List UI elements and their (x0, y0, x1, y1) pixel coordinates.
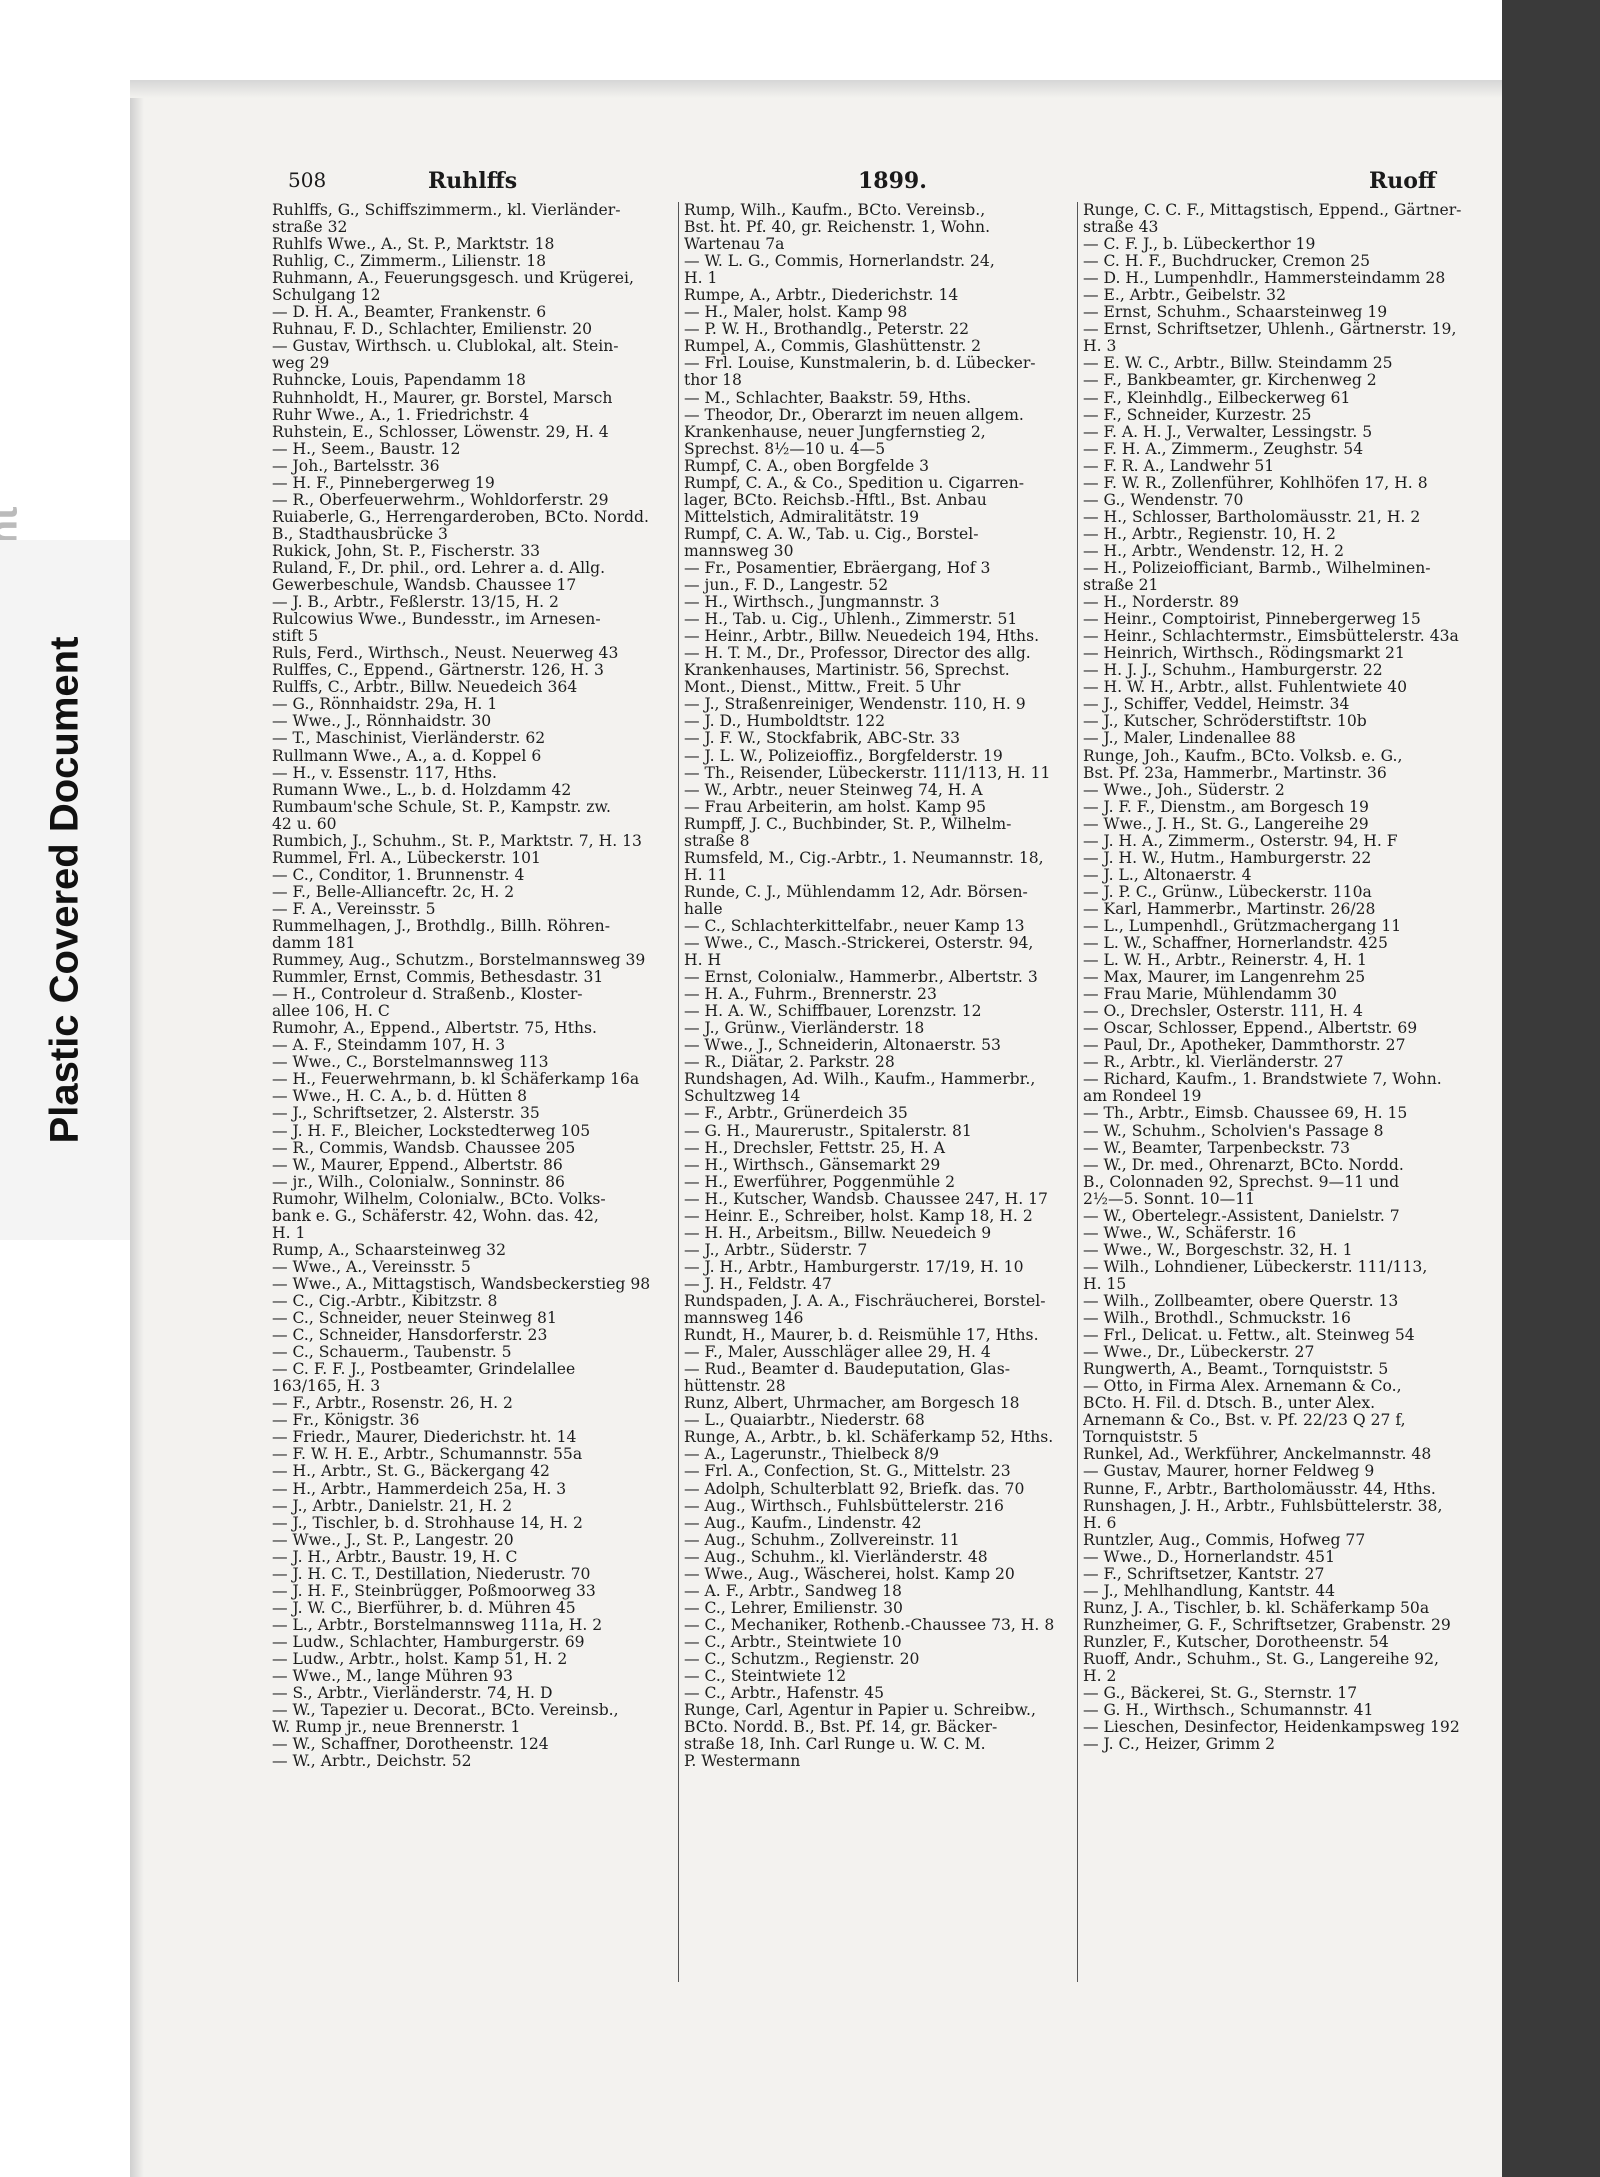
directory-entry-line: Runge, C. C. F., Mittagstisch, Eppend., Gärtner- (1083, 202, 1462, 219)
directory-entry-line: — C., Schneider, Hansdorferstr. 23 (272, 1327, 548, 1345)
directory-entry-line: Rukick, John, St. P., Fischerstr. 33 (272, 542, 541, 560)
directory-entry-line: — Wwe., Aug., Wäscherei, holst. Kamp 20 (684, 1565, 1015, 1583)
directory-entry-line: H. 15 (1083, 1275, 1127, 1293)
directory-entry-line: thor 18 (684, 372, 742, 390)
directory-entry-line: Runne, F., Arbtr., Bartholomäusstr. 44, Hths. (1083, 1480, 1436, 1498)
directory-entry-line: — F., Belle-Allianceftr. 2c, H. 2 (272, 883, 515, 901)
directory-entry-line: Bst. ht. Pf. 40, gr. Reichenstr. 1, Wohn. (684, 219, 991, 237)
directory-entry-line: Rumbich, J., Schuhm., St. P., Marktstr. 7, H. 13 (272, 832, 642, 850)
directory-entry-line: — F., Schriftsetzer, Kantstr. 27 (1083, 1565, 1325, 1583)
directory-entry-line: — Wwe., C., Borstelmannsweg 113 (272, 1054, 549, 1072)
directory-entry-line: — H., Maler, holst. Kamp 98 (684, 304, 908, 322)
directory-entry-line: — W., Schaffner, Dorotheenstr. 124 (272, 1736, 549, 1754)
directory-entry-line: — F., Arbtr., Grünerdeich 35 (684, 1105, 908, 1123)
directory-entry-line: — H., Wirthsch., Jungmannstr. 3 (684, 594, 940, 612)
directory-entry-line: — W., Tapezier u. Decorat., BCto. Vereinsb., (272, 1702, 619, 1720)
directory-entry-line: — J., Grünw., Vierländerstr. 18 (684, 1020, 925, 1038)
directory-entry-line: — J. H., Arbtr., Baustr. 19, H. C (272, 1548, 518, 1566)
directory-entry-line: BCto. H. Fil. d. Dtsch. B., unter Alex. (1083, 1395, 1376, 1413)
side-label: Plastic Covered Document (42, 636, 87, 1144)
directory-entry-line: — J., Straßenreiniger, Wendenstr. 110, H. 9 (684, 696, 1026, 714)
directory-entry-line: — H. A., Fuhrm., Brennerstr. 23 (684, 986, 937, 1004)
directory-entry-line: — Ludw., Arbtr., holst. Kamp 51, H. 2 (272, 1650, 568, 1668)
directory-entry-line: — H., Schlosser, Bartholomäusstr. 21, H. 2 (1083, 508, 1421, 526)
directory-entry-line: — Paul, Dr., Apotheker, Dammthorstr. 27 (1083, 1037, 1406, 1055)
directory-entry-line: Ruiaberle, G., Herrengarderoben, BCto. Nordd. (272, 508, 649, 526)
directory-entry-line: — H., Arbtr., St. G., Bäckergang 42 (272, 1463, 550, 1481)
directory-entry-line: Rumpf, C. A., & Co., Spedition u. Cigarren- (684, 474, 1024, 492)
directory-column-2 (684, 202, 1092, 2052)
directory-entry-line: weg 29 (272, 355, 330, 373)
directory-entry-line: — F. W. H. E., Arbtr., Schumannstr. 55a (272, 1446, 583, 1464)
directory-entry-line: Schultzweg 14 (684, 1088, 801, 1106)
directory-entry-line: stift 5 (272, 628, 319, 646)
dark-background-strip (1502, 0, 1600, 2177)
directory-entry-line: Ruhmann, A., Feuerungsgesch. und Krügerei, (272, 270, 634, 288)
directory-entry-line: — J. D., Humboldtstr. 122 (684, 713, 886, 731)
directory-entry-line: — H., Arbtr., Wendenstr. 12, H. 2 (1083, 542, 1344, 560)
directory-entry-line: — H., Polizeiofficiant, Barmb., Wilhelminen- (1083, 559, 1431, 577)
directory-entry-line: — Wwe., W., Borgeschstr. 32, H. 1 (1083, 1241, 1353, 1259)
directory-entry-line: — C., Schauerm., Taubenstr. 5 (272, 1344, 512, 1362)
directory-entry-line: H. H (684, 952, 722, 970)
directory-entry-line: — E. W. C., Arbtr., Billw. Steindamm 25 (1083, 355, 1393, 373)
directory-entry-line: Ruhstein, E., Schlosser, Löwenstr. 29, H. 4 (272, 423, 609, 441)
directory-entry-line: Mont., Dienst., Mittw., Freit. 5 Uhr (684, 679, 961, 697)
directory-entry-line: — H., Norderstr. 89 (1083, 594, 1239, 612)
directory-entry-line: — L. W., Schaffner, Hornerlandstr. 425 (1083, 935, 1388, 953)
directory-entry-line: Rump, A., Schaarsteinweg 32 (272, 1241, 506, 1259)
directory-entry-line: — W., Maurer, Eppend., Albertstr. 86 (272, 1156, 563, 1174)
directory-entry-line: — J., Arbtr., Süderstr. 7 (684, 1241, 868, 1259)
directory-entry-line: B., Stadthausbrücke 3 (272, 525, 448, 543)
directory-entry-line: Ruoff, Andr., Schuhm., St. G., Langereihe 92, (1083, 1650, 1439, 1668)
directory-entry-line: — Wwe., M., lange Mühren 93 (272, 1668, 513, 1686)
directory-entry-line: — Wwe., W., Schäferstr. 16 (1083, 1224, 1297, 1242)
directory-entry-line: — C. F. J., b. Lübeckerthor 19 (1083, 236, 1316, 254)
directory-entry-line: — F., Arbtr., Rosenstr. 26, H. 2 (272, 1395, 513, 1413)
directory-entry-line: — G. H., Wirthsch., Schumannstr. 41 (1083, 1702, 1374, 1720)
directory-entry-line: — Joh., Bartelsstr. 36 (272, 457, 440, 475)
directory-entry-line: Runkel, Ad., Werkführer, Anckelmannstr. 48 (1083, 1446, 1432, 1464)
directory-entry-line: — C. H. F., Buchdrucker, Cremon 25 (1083, 253, 1371, 271)
directory-entry-line: — C., Lehrer, Emilienstr. 30 (684, 1599, 903, 1617)
directory-entry-line: mannsweg 146 (684, 1310, 804, 1328)
directory-entry-line: Ruhlffs, G., Schiffszimmerm., kl. Vierländer- (272, 202, 621, 219)
directory-entry-line: — H., Kutscher, Wandsb. Chaussee 247, H. 17 (684, 1190, 1048, 1208)
directory-entry-line: W. Rump jr., neue Brennerstr. 1 (272, 1719, 521, 1737)
directory-entry-line: damm 181 (272, 935, 356, 953)
directory-entry-line: bank e. G., Schäferstr. 42, Wohn. das. 42, (272, 1207, 599, 1225)
directory-entry-line: Runzler, F., Kutscher, Dorotheenstr. 54 (1083, 1633, 1389, 1651)
directory-entry-line: — Oscar, Schlosser, Eppend., Albertstr. 69 (1083, 1020, 1418, 1038)
directory-entry-line: hüttenstr. 28 (684, 1378, 786, 1396)
directory-entry-line: straße 8 (684, 832, 750, 850)
directory-entry-line: — Heinr., Schlachtermstr., Eimsbüttelerstr. 43a (1083, 628, 1459, 646)
page-number: 508 (288, 168, 327, 192)
directory-entry-line: Rulffs, C., Arbtr., Billw. Neuedeich 364 (272, 679, 578, 697)
directory-entry-line: — Wwe., D., Hornerlandstr. 451 (1083, 1548, 1336, 1566)
directory-entry-line: — O., Drechsler, Osterstr. 111, H. 4 (1083, 1003, 1363, 1021)
directory-entry-line: — P. W. H., Brothandlg., Peterstr. 22 (684, 321, 969, 339)
directory-entry-line: — Aug., Wirthsch., Fuhlsbüttelerstr. 216 (684, 1497, 1004, 1515)
directory-entry-line: Runzheimer, G. F., Schriftsetzer, Grabenstr. 29 (1083, 1616, 1451, 1634)
directory-entry-line: — Frl. Louise, Kunstmalerin, b. d. Lübecker- (684, 355, 1036, 373)
directory-entry-line: — J. W. C., Bierführer, b. d. Mühren 45 (272, 1599, 576, 1617)
directory-entry-line: B., Colonnaden 92, Sprechst. 9—11 und (1083, 1173, 1400, 1191)
directory-entry-line: — Wilh., Brothdl., Schmuckstr. 16 (1083, 1310, 1351, 1328)
directory-entry-line: — C., Schutzm., Regienstr. 20 (684, 1650, 920, 1668)
directory-entry-line: straße 43 (1083, 219, 1159, 237)
directory-entry-line: — J., Tischler, b. d. Strohhause 14, H. 2 (272, 1514, 583, 1532)
directory-entry-line: — C., Conditor, 1. Brunnenstr. 4 (272, 866, 525, 884)
directory-entry-line: — Wilh., Zollbeamter, obere Querstr. 13 (1083, 1293, 1399, 1310)
directory-entry-line: — R., Commis, Wandsb. Chaussee 205 (272, 1139, 576, 1157)
directory-entry-line: Runshagen, J. H., Arbtr., Fuhlsbüttelerstr. 38, (1083, 1497, 1443, 1515)
directory-entry-line: — A. F., Steindamm 107, H. 3 (272, 1037, 506, 1055)
directory-entry-line: — W., Arbtr., Deichstr. 52 (272, 1753, 472, 1771)
directory-entry-line: mannsweg 30 (684, 542, 794, 560)
directory-entry-line: — W., Schuhm., Scholvien's Passage 8 (1083, 1122, 1384, 1140)
directory-entry-line: Rump, Wilh., Kaufm., BCto. Vereinsb., (684, 202, 986, 219)
directory-entry-line: — H., Controleur d. Straßenb., Kloster- (272, 986, 583, 1004)
directory-entry-line: — Heinr. E., Schreiber, holst. Kamp 18, H. 2 (684, 1207, 1033, 1225)
directory-entry-line: — H., Feuerwehrmann, b. kl Schäferkamp 16a (272, 1071, 640, 1089)
directory-column-3 (1083, 202, 1491, 2052)
directory-entry-line: — Otto, in Firma Alex. Arnemann & Co., (1083, 1378, 1402, 1396)
directory-entry-line: straße 18, Inh. Carl Runge u. W. C. M. (684, 1736, 986, 1754)
directory-entry-line: — H. J. J., Schuhm., Hamburgerstr. 22 (1083, 662, 1383, 680)
directory-entry-line: — J. B., Arbtr., Feßlerstr. 13/15, H. 2 (272, 594, 559, 612)
directory-entry-line: 163/165, H. 3 (272, 1378, 381, 1396)
directory-entry-line: — F. H. A., Zimmerm., Zeughstr. 54 (1083, 440, 1364, 458)
directory-entry-line: — H. H., Arbeitsm., Billw. Neuedeich 9 (684, 1224, 992, 1242)
directory-entry-line: — Lieschen, Desinfector, Heidenkampsweg 192 (1083, 1719, 1460, 1737)
directory-entry-line: — G., Rönnhaidstr. 29a, H. 1 (272, 696, 498, 714)
directory-entry-line: — C., Schlachterkittelfabr., neuer Kamp 13 (684, 917, 1025, 935)
directory-entry-line: — Wwe., Dr., Lübeckerstr. 27 (1083, 1344, 1315, 1362)
directory-entry-line: Runge, A., Arbtr., b. kl. Schäferkamp 52, Hths. (684, 1429, 1054, 1447)
directory-entry-line: Tornquiststr. 5 (1083, 1429, 1199, 1447)
directory-entry-line: — L., Quaiarbtr., Niederstr. 68 (684, 1412, 925, 1430)
directory-entry-line: — J., Maler, Lindenallee 88 (1083, 730, 1296, 748)
directory-entry-line: — J., Kutscher, Schröderstiftstr. 10b (1083, 713, 1367, 731)
directory-entry-line: — J. P. C., Grünw., Lübeckerstr. 110a (1083, 883, 1372, 901)
directory-entry-line: Mittelstich, Admiralitätstr. 19 (684, 508, 919, 526)
left-running-title: Ruhlffs (428, 168, 518, 194)
directory-entry-line: allee 106, H. C (272, 1003, 390, 1021)
directory-entry-line: — Aug., Kaufm., Lindenstr. 42 (684, 1514, 922, 1532)
directory-entry-line: — Aug., Schuhm., Zollvereinstr. 11 (684, 1531, 960, 1549)
directory-entry-line: — H., Wirthsch., Gänsemarkt 29 (684, 1156, 941, 1174)
directory-entry-line: — Adolph, Schulterblatt 92, Briefk. das. 70 (684, 1480, 1025, 1498)
directory-entry-line: Rumsfeld, M., Cig.-Arbtr., 1. Neumannstr. 18, (684, 849, 1044, 867)
directory-entry-line: — H. T. M., Dr., Professor, Director des allg. (684, 645, 1031, 663)
directory-entry-line: — J. H. F., Bleicher, Lockstedterweg 105 (272, 1122, 591, 1140)
directory-entry-line: — S., Arbtr., Vierländerstr. 74, H. D (272, 1685, 553, 1703)
directory-entry-line: — Th., Arbtr., Eimsb. Chaussee 69, H. 15 (1083, 1105, 1408, 1123)
directory-entry-line: Rumpf, C. A. W., Tab. u. Cig., Borstel- (684, 525, 979, 543)
directory-entry-line: — R., Diätar, 2. Parkstr. 28 (684, 1054, 895, 1072)
directory-entry-line: Rullmann Wwe., A., a. d. Koppel 6 (272, 747, 542, 765)
directory-entry-line: Rungwerth, A., Beamt., Tornquiststr. 5 (1083, 1361, 1389, 1379)
directory-entry-line: — F., Maler, Ausschläger allee 29, H. 4 (684, 1344, 991, 1362)
directory-entry-line: Rumohr, A., Eppend., Albertstr. 75, Hths. (272, 1020, 597, 1038)
directory-entry-line: — Wwe., J., Schneiderin, Altonaerstr. 53 (684, 1037, 1001, 1055)
directory-entry-line: — J. H. C. T., Destillation, Niederustr. 70 (272, 1565, 591, 1583)
directory-entry-line: Krankenhause, neuer Jungfernstieg 2, (684, 423, 986, 441)
directory-entry-line: — J., Arbtr., Danielstr. 21, H. 2 (272, 1497, 513, 1515)
directory-entry-line: Rumohr, Wilhelm, Colonialw., BCto. Volks- (272, 1190, 606, 1208)
directory-entry-line: — Wwe., J., St. P., Langestr. 20 (272, 1531, 514, 1549)
directory-entry-line: — Gustav, Maurer, horner Feldweg 9 (1083, 1463, 1375, 1481)
directory-entry-line: lager, BCto. Reichsb.-Hftl., Bst. Anbau (684, 491, 987, 509)
directory-entry-line: Krankenhauses, Martinistr. 56, Sprechst. (684, 662, 1010, 680)
directory-entry-line: Ruland, F., Dr. phil., ord. Lehrer a. d. Allg. (272, 559, 606, 577)
directory-entry-line: — Ernst, Schuhm., Schaarsteinweg 19 (1083, 304, 1388, 322)
directory-entry-line: Ruls, Ferd., Wirthsch., Neust. Neuerweg 43 (272, 645, 619, 663)
directory-entry-line: — H., Drechsler, Fettstr. 25, H. A (684, 1139, 946, 1157)
directory-entry-line: — Fr., Königstr. 36 (272, 1412, 420, 1430)
directory-entry-line: — Frl. A., Confection, St. G., Mittelstr. 23 (684, 1463, 1011, 1481)
directory-entry-line: Rummey, Aug., Schutzm., Borstelmannsweg 39 (272, 952, 646, 970)
directory-entry-line: — L., Lumpenhdl., Grützmachergang 11 (1083, 917, 1402, 935)
directory-entry-line: Runge, Joh., Kaufm., BCto. Volksb. e. G., (1083, 747, 1403, 765)
directory-entry-line: — A. F., Arbtr., Sandweg 18 (684, 1582, 902, 1600)
directory-entry-line: — R., Arbtr., kl. Vierländerstr. 27 (1083, 1054, 1344, 1072)
directory-entry-line: Ruhlfs Wwe., A., St. P., Marktstr. 18 (272, 236, 555, 254)
directory-entry-line: — Frau Marie, Mühlendamm 30 (1083, 986, 1337, 1004)
directory-entry-line: — jr., Wilh., Colonialw., Sonninstr. 86 (272, 1173, 565, 1191)
directory-entry-line: — M., Schlachter, Baakstr. 59, Hths. (684, 389, 972, 407)
directory-entry-line: — W. L. G., Commis, Hornerlandstr. 24, (684, 253, 995, 271)
directory-entry-line: Schulgang 12 (272, 287, 381, 305)
directory-entry-line: — C. F. F. J., Postbeamter, Grindelallee (272, 1361, 576, 1379)
directory-entry-line: Runz, Albert, Uhrmacher, am Borgesch 18 (684, 1395, 1020, 1413)
directory-entry-line: — Karl, Hammerbr., Martinstr. 26/28 (1083, 900, 1376, 918)
directory-entry-line: — F., Schneider, Kurzestr. 25 (1083, 406, 1312, 424)
directory-entry-line: 42 u. 60 (272, 815, 337, 833)
directory-entry-line: — H., Tab. u. Cig., Uhlenh., Zimmerstr. 51 (684, 611, 1018, 629)
directory-entry-line: — Richard, Kaufm., 1. Brandstwiete 7, Wohn. (1083, 1071, 1442, 1089)
directory-entry-line: straße 21 (1083, 577, 1159, 595)
directory-entry-line: — C., Arbtr., Hafenstr. 45 (684, 1685, 885, 1703)
directory-entry-line: Rumpff, J. C., Buchbinder, St. P., Wilhelm- (684, 815, 1012, 833)
directory-entry-line: — J. C., Heizer, Grimm 2 (1083, 1736, 1276, 1754)
directory-entry-line: — Rud., Beamter d. Baudeputation, Glas- (684, 1361, 1010, 1379)
directory-entry-line: — Max, Maurer, im Langenrehm 25 (1083, 969, 1366, 987)
right-running-title: Ruoff (1368, 168, 1436, 194)
directory-entry-line: Rumpf, C. A., oben Borgfelde 3 (684, 457, 930, 475)
directory-entry-line: — Wwe., A., Mittagstisch, Wandsbeckerstieg 98 (272, 1275, 651, 1293)
directory-entry-line: — Ernst, Colonialw., Hammerbr., Albertstr. 3 (684, 969, 1038, 987)
directory-entry-line: — C., Steintwiete 12 (684, 1668, 847, 1686)
directory-entry-line: — Friedr., Maurer, Diederichstr. ht. 14 (272, 1429, 577, 1447)
directory-entry-line: — J., Schiffer, Veddel, Heimstr. 34 (1083, 696, 1350, 714)
directory-entry-line: — D. H., Lumpenhdlr., Hammersteindamm 28 (1083, 270, 1446, 288)
directory-entry-line: Rumann Wwe., L., b. d. Holzdamm 42 (272, 781, 572, 799)
directory-entry-line: — G. H., Maurerustr., Spitalerstr. 81 (684, 1122, 972, 1140)
directory-entry-line: Ruhr Wwe., A., 1. Friedrichstr. 4 (272, 406, 530, 424)
directory-entry-line: — J. H. F., Steinbrügger, Poßmoorweg 33 (272, 1582, 596, 1600)
directory-entry-line: Rumpe, A., Arbtr., Diederichstr. 14 (684, 287, 959, 305)
directory-entry-line: — Ernst, Schriftsetzer, Uhlenh., Gärtnerstr. 19, (1083, 321, 1457, 339)
directory-entry-line: — Wwe., J. H., St. G., Langereihe 29 (1083, 815, 1369, 833)
directory-entry-line: Rulcowius Wwe., Bundesstr., im Arnesen- (272, 611, 601, 629)
directory-entry-line: P. Westermann (684, 1753, 801, 1771)
directory-entry-line: — C., Cig.-Arbtr., Kibitzstr. 8 (272, 1293, 498, 1310)
directory-entry-line: — Wwe., Joh., Süderstr. 2 (1083, 781, 1285, 799)
directory-entry-line: — H., Seem., Baustr. 12 (272, 440, 461, 458)
directory-entry-line: Rundspaden, J. A. A., Fischräucherei, Borstel- (684, 1293, 1046, 1310)
directory-entry-line: — Wwe., C., Masch.-Strickerei, Osterstr. 94, (684, 935, 1034, 953)
directory-entry-line: Ruhnholdt, H., Maurer, gr. Borstel, Marsch (272, 389, 613, 407)
directory-entry-line: — D. H. A., Beamter, Frankenstr. 6 (272, 304, 547, 322)
directory-entry-line: Arnemann & Co., Bst. v. Pf. 22/23 Q 27 f, (1083, 1412, 1406, 1430)
directory-entry-line: — L. W. H., Arbtr., Reinerstr. 4, H. 1 (1083, 952, 1367, 970)
directory-entry-line: — H. A. W., Schiffbauer, Lorenzstr. 12 (684, 1003, 982, 1021)
directory-entry-line: — J., Schriftsetzer, 2. Alsterstr. 35 (272, 1105, 540, 1123)
directory-entry-line: Rulffes, C., Eppend., Gärtnerstr. 126, H. 3 (272, 662, 604, 680)
directory-entry-line: — J. H., Feldstr. 47 (684, 1275, 832, 1293)
directory-entry-line: — J. F. F., Dienstm., am Borgesch 19 (1083, 798, 1369, 816)
directory-entry-line: BCto. Nordd. B., Bst. Pf. 14, gr. Bäcker- (684, 1719, 998, 1737)
directory-entry-line: — F., Kleinhdlg., Eilbeckerweg 61 (1083, 389, 1351, 407)
directory-entry-line: Rummelhagen, J., Brothdlg., Billh. Röhren- (272, 917, 610, 935)
directory-entry-line: Runz, J. A., Tischler, b. kl. Schäferkamp 50a (1083, 1599, 1430, 1617)
directory-entry-line: — F. A. H. J., Verwalter, Lessingstr. 5 (1083, 423, 1373, 441)
directory-entry-line: Rummel, Frl. A., Lübeckerstr. 101 (272, 849, 541, 867)
directory-entry-line: — jun., F. D., Langestr. 52 (684, 577, 889, 595)
directory-entry-line: — C., Schneider, neuer Steinweg 81 (272, 1310, 557, 1328)
directory-entry-line: — Wwe., J., Rönnhaidstr. 30 (272, 713, 492, 731)
directory-entry-line: — J. H. A., Zimmerm., Osterstr. 94, H. F (1083, 832, 1398, 850)
directory-entry-line: — Wwe., A., Vereinsstr. 5 (272, 1258, 471, 1276)
directory-entry-line: Runtzler, Aug., Commis, Hofweg 77 (1083, 1531, 1366, 1549)
directory-entry-line: — C., Arbtr., Steintwiete 10 (684, 1633, 902, 1651)
directory-entry-line: — F. A., Vereinsstr. 5 (272, 900, 436, 918)
directory-entry-line: Runge, Carl, Agentur in Papier u. Schreibw., (684, 1702, 1036, 1720)
directory-entry-line: H. 6 (1083, 1514, 1117, 1532)
directory-entry-line: — C., Mechaniker, Rothenb.-Chaussee 73, H. 8 (684, 1616, 1055, 1634)
directory-entry-line: Rumpel, A., Commis, Glashüttenstr. 2 (684, 338, 982, 356)
directory-entry-line: am Rondeel 19 (1083, 1088, 1202, 1106)
directory-entry-line: — G., Wendenstr. 70 (1083, 491, 1244, 509)
directory-entry-line: Bst. Pf. 23a, Hammerbr., Martinstr. 36 (1083, 764, 1387, 782)
directory-entry-line: — W., Dr. med., Ohrenarzt, BCto. Nordd. (1083, 1156, 1404, 1174)
page-header (288, 162, 1448, 202)
directory-entry-line: Ruhnau, F. D., Schlachter, Emilienstr. 20 (272, 321, 593, 339)
directory-entry-line: — Heinrich, Wirthsch., Rödingsmarkt 21 (1083, 645, 1405, 663)
directory-entry-line: — J. F. W., Stockfabrik, ABC-Str. 33 (684, 730, 961, 748)
directory-entry-line: — Gustav, Wirthsch. u. Clublokal, alt. Stein- (272, 338, 619, 356)
directory-entry-line: — J. L. W., Polizeioffiz., Borgfelderstr. 19 (684, 747, 1003, 765)
directory-entry-line: — H., Arbtr., Hammerdeich 25a, H. 3 (272, 1480, 567, 1498)
directory-entry-line: — H., Ewerführer, Poggenmühle 2 (684, 1173, 956, 1191)
directory-entry-line: — F., Bankbeamter, gr. Kirchenweg 2 (1083, 372, 1377, 390)
directory-entry-line: straße 32 (272, 219, 348, 237)
page-shadow (130, 80, 144, 2177)
directory-entry-line: — W., Arbtr., neuer Steinweg 74, H. A (684, 781, 983, 799)
directory-entry-line: — H. W. H., Arbtr., allst. Fuhlentwiete 40 (1083, 679, 1408, 697)
directory-entry-line: Rumbaum'sche Schule, St. P., Kampstr. zw. (272, 798, 611, 816)
directory-entry-line: — A., Lagerunstr., Thielbeck 8/9 (684, 1446, 940, 1464)
directory-entry-line: — L., Arbtr., Borstelmannsweg 111a, H. 2 (272, 1616, 603, 1634)
directory-entry-line: — Ludw., Schlachter, Hamburgerstr. 69 (272, 1633, 585, 1651)
directory-entry-line: — Theodor, Dr., Oberarzt im neuen allgem. (684, 406, 1024, 424)
directory-entry-line: Gewerbeschule, Wandsb. Chaussee 17 (272, 577, 577, 595)
directory-entry-line: 2½—5. Sonnt. 10—11 (1083, 1190, 1256, 1208)
directory-entry-line: Ruhncke, Louis, Papendamm 18 (272, 372, 526, 390)
directory-entry-line: — J., Mehlhandlung, Kantstr. 44 (1083, 1582, 1336, 1600)
directory-column-1 (272, 202, 680, 2052)
directory-entry-line: Rundt, H., Maurer, b. d. Reismühle 17, Hths. (684, 1327, 1039, 1345)
directory-entry-line: Runde, C. J., Mühlendamm 12, Adr. Börsen- (684, 883, 1028, 901)
directory-entry-line: — G., Bäckerei, St. G., Sternstr. 17 (1083, 1685, 1358, 1703)
directory-entry-line: H. 2 (1083, 1668, 1117, 1686)
directory-entry-line: — J. H. W., Hutm., Hamburgerstr. 22 (1083, 849, 1372, 867)
directory-entry-line: — T., Maschinist, Vierländerstr. 62 (272, 730, 546, 748)
directory-entry-line: — H., v. Essenstr. 117, Hths. (272, 764, 498, 782)
directory-entry-line: — Aug., Schuhm., kl. Vierländerstr. 48 (684, 1548, 988, 1566)
directory-entry-line: — J. H., Arbtr., Hamburgerstr. 17/19, H. 10 (684, 1258, 1024, 1276)
directory-entry-line: — J. L., Altonaerstr. 4 (1083, 866, 1252, 884)
directory-entry-line: — Heinr., Comptoirist, Pinnebergerweg 15 (1083, 611, 1421, 629)
directory-entry-line: — F. W. R., Zollenführer, Kohlhöfen 17, H. 8 (1083, 474, 1428, 492)
directory-entry-line: — Frl., Delicat. u. Fettw., alt. Steinweg 54 (1083, 1327, 1415, 1345)
directory-entry-line: — H., Arbtr., Regienstr. 10, H. 2 (1083, 525, 1336, 543)
directory-entry-line: Wartenau 7a (684, 236, 785, 254)
page-shadow-top (130, 80, 1502, 98)
directory-entry-line: H. 3 (1083, 338, 1117, 356)
directory-entry-line: H. 11 (684, 866, 728, 884)
directory-entry-line: — Fr., Posamentier, Ebräergang, Hof 3 (684, 559, 991, 577)
directory-entry-line: H. 1 (272, 1224, 306, 1242)
directory-entry-line: halle (684, 900, 723, 918)
directory-entry-line: — Heinr., Arbtr., Billw. Neuedeich 194, Hths. (684, 628, 1040, 646)
directory-entry-line: — F. R. A., Landwehr 51 (1083, 457, 1275, 475)
directory-entry-line: Rummler, Ernst, Commis, Bethesdastr. 31 (272, 969, 604, 987)
directory-entry-line: — Wilh., Lohndiener, Lübeckerstr. 111/113, (1083, 1258, 1428, 1276)
directory-entry-line: — Th., Reisender, Lübeckerstr. 111/113, H. 11 (684, 764, 1051, 782)
directory-entry-line: Rundshagen, Ad. Wilh., Kaufm., Hammerbr., (684, 1071, 1036, 1089)
directory-entry-line: — W., Beamter, Tarpenbeckstr. 73 (1083, 1139, 1350, 1157)
directory-entry-line: — H. F., Pinnebergerweg 19 (272, 474, 495, 492)
directory-entry-line: Sprechst. 8½—10 u. 4—5 (684, 440, 886, 458)
directory-entry-line: — R., Oberfeuerwehrm., Wohldorferstr. 29 (272, 491, 609, 509)
directory-entry-line: — Wwe., H. C. A., b. d. Hütten 8 (272, 1088, 528, 1106)
directory-entry-line: — W., Obertelegr.-Assistent, Danielstr. 7 (1083, 1207, 1400, 1225)
directory-entry-line: H. 1 (684, 270, 718, 288)
directory-entry-line: Ruhlig, C., Zimmerm., Lilienstr. 18 (272, 253, 547, 271)
directory-entry-line: — Frau Arbeiterin, am holst. Kamp 95 (684, 798, 987, 816)
directory-entry-line: — E., Arbtr., Geibelstr. 32 (1083, 287, 1287, 305)
year-heading: 1899. (858, 168, 927, 194)
